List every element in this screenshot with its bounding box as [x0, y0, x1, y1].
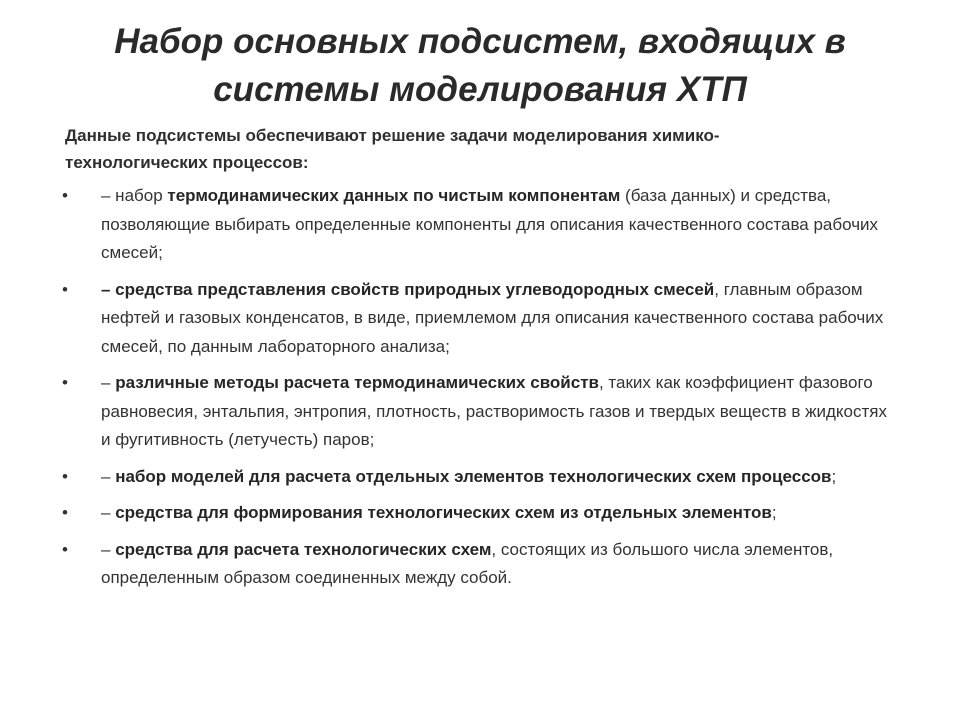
bullet-prefix: – [101, 503, 116, 522]
bullet-item-hydrocarbon-mixtures [0, 276, 960, 362]
bullet-item-thermo-data [0, 182, 960, 268]
bullet-glyph: • [62, 539, 68, 559]
bullet-bold-text: средства для формирования технологических схем из отдельных элементов [115, 503, 772, 522]
intro-line-1: Данные подсистемы обеспечивают решение задачи моделирования химико- [65, 126, 720, 145]
bullet-bold-text: термодинамических данных по чистым компонентам [167, 186, 621, 205]
slide-title-line-1: Набор основных подсистем, входящих в [114, 22, 846, 61]
bullet-bold-text: набор моделей для расчета отдельных элементов технологических схем процессов [115, 466, 832, 486]
bullet-rest-text: ; [831, 466, 837, 486]
bullet-rest-text: , состоящих из большого числа элементов, определенным образом соединенных между собой. [101, 539, 834, 587]
bullet-item-text [101, 276, 901, 362]
bullet-item-text [101, 499, 901, 528]
bullet-rest-text: , таких как коэффициент фазового равновесия, энтальпия, энтропия, плотность, растворимость газов и твердых веществ в жидкостях и фугитивность (летучесть) паров; [101, 373, 887, 449]
bullet-prefix: – [101, 373, 116, 392]
bullet-rest-text: (база данных) и средства, позволяющие выбирать определенные компоненты для описания качественного состава рабочих смесей; [101, 186, 879, 262]
bullet-glyph: • [62, 373, 68, 392]
bullet-bold-text: средства для расчета технологических схем [115, 539, 492, 559]
bullet-prefix: – [101, 539, 116, 559]
bullet-item-text [101, 536, 901, 593]
bullet-list [0, 182, 960, 601]
bullet-item-text [101, 182, 901, 268]
bullet-glyph: • [62, 503, 68, 522]
bullet-prefix: – [101, 466, 116, 486]
bullet-prefix: – набор [101, 186, 168, 205]
intro-line-2: технологических процессов: [65, 153, 309, 172]
bullet-glyph: • [62, 186, 68, 205]
intro-paragraph [65, 122, 905, 176]
bullet-glyph: • [62, 279, 68, 299]
bullet-bold-text: различные методы расчета термодинамических свойств [115, 373, 599, 392]
bullet-item-scheme-building [0, 499, 960, 528]
bullet-item-text [101, 463, 901, 492]
bullet-rest-text: , главным образом нефтей и газовых конденсатов, в виде, приемлемом для описания качественного состава рабочих смесей, по данным лабораторного анализа; [101, 279, 884, 356]
slide-title-line-2: системы моделирования ХТП [213, 70, 747, 109]
bullet-item-element-models [0, 463, 960, 492]
slide-title [60, 18, 900, 114]
bullet-item-text [101, 369, 901, 455]
bullet-bold-text: – средства представления свойств природных углеводородных смесей [101, 279, 715, 299]
bullet-item-calc-methods [0, 369, 960, 455]
bullet-glyph: • [62, 466, 68, 486]
bullet-rest-text: ; [771, 503, 777, 522]
bullet-item-scheme-calc [0, 536, 960, 593]
